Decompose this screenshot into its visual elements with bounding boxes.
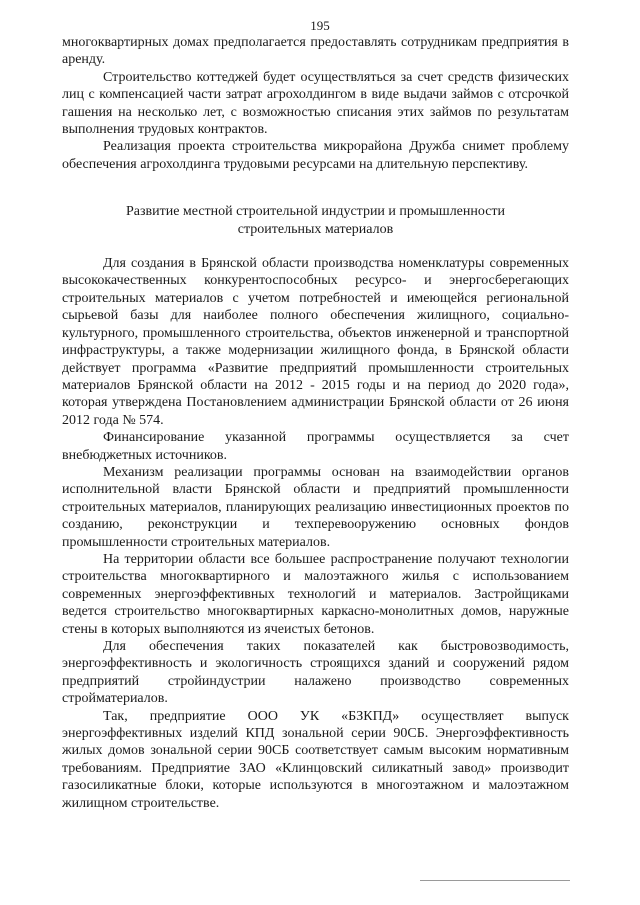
section-heading-line1: Развитие местной строительной индустрии и промышленности — [125, 204, 506, 220]
paragraph-druzhba: Реализация проекта строительства микрорайона Дружба снимет проблему обеспечения агрохолдинга трудовыми ресурсами на длительную перспективу. — [62, 139, 569, 172]
footer-divider — [420, 880, 570, 881]
section-heading — [62, 203, 569, 238]
paragraph-technologies: На территории области все большее распространение получают технологии строительства многоквартирного и малоэтажного жилья с использованием современных энергоэффективных технологий и материалов. Застройщиками ведется строительство многоквартирных каркасно-монолитных домов, наружные стены в которых выполняются из ячеистых бетонов. — [62, 551, 569, 637]
paragraph-indicators: Для обеспечения таких показателей как быстровозводимость, энергоэффективность и экологичность строящихся зданий и сооружений рядом предприятий стройиндустрии налажено производство современных стройматериалов. — [62, 639, 569, 707]
paragraph-mechanism: Механизм реализации программы основан на взаимодействии органов исполнительной власти Брянской области и предприятий промышленности строительных материалов, планирующих реализацию инвестиционных проектов по созданию, реконструкции и техперевооружению основных фондов промышленности строительных материалов. — [62, 464, 569, 550]
paragraph-financing: Финансирование указанной программы осуществляется за счет внебюджетных источников. — [62, 430, 569, 463]
paragraph-continuation: многоквартирных домах предполагается предоставлять сотрудникам предприятия в аренду. — [62, 35, 569, 68]
paragraph-program: Для создания в Брянской области производства номенклатуры современных высококачественных конкурентоспособных ресурсо- и энергосберегающих строительных материалов с учетом потребностей и имеющейся региональной сырьевой базы для наиболее полного обеспечения жилищного, социально-культурного, промышленного строительства, объектов инженерной и транспортной инфраструктуры, а также модернизации жилищного фонда, в Брянской области действует программа «Развитие предприятий промышленности строительных материалов Брянской области на 2012 - 2015 годы и на период до 2020 года», которая утверждена Постановлением администрации Брянской области от 26 июня 2012 года № 574. — [62, 256, 569, 428]
paragraph-enterprises: Так, предприятие ООО УК «БЗКПД» осуществляет выпуск энергоэффективных изделий КПД зональной серии 90СБ. Энергоэффективность жилых домов зональной серии 90СБ соответствует самым высоким нормативным требованиям. Предприятие ЗАО «Клинцовский силикатный завод» производит газосиликатные блоки, которые используются в многоэтажном и малоэтажном жилищном строительстве. — [62, 708, 569, 811]
section-heading-line2: строительных материалов — [237, 221, 394, 237]
paragraph-cottages: Строительство коттеджей будет осуществляться за счет средств физических лиц с компенсацией части затрат агрохолдингом в виде выдачи займов с отсрочкой гашения на несколько лет, с возможностью списания этих займов по результатам выполнения трудовых контрактов. — [62, 69, 569, 138]
page-number: 195 — [310, 18, 330, 33]
document-body — [62, 34, 569, 812]
